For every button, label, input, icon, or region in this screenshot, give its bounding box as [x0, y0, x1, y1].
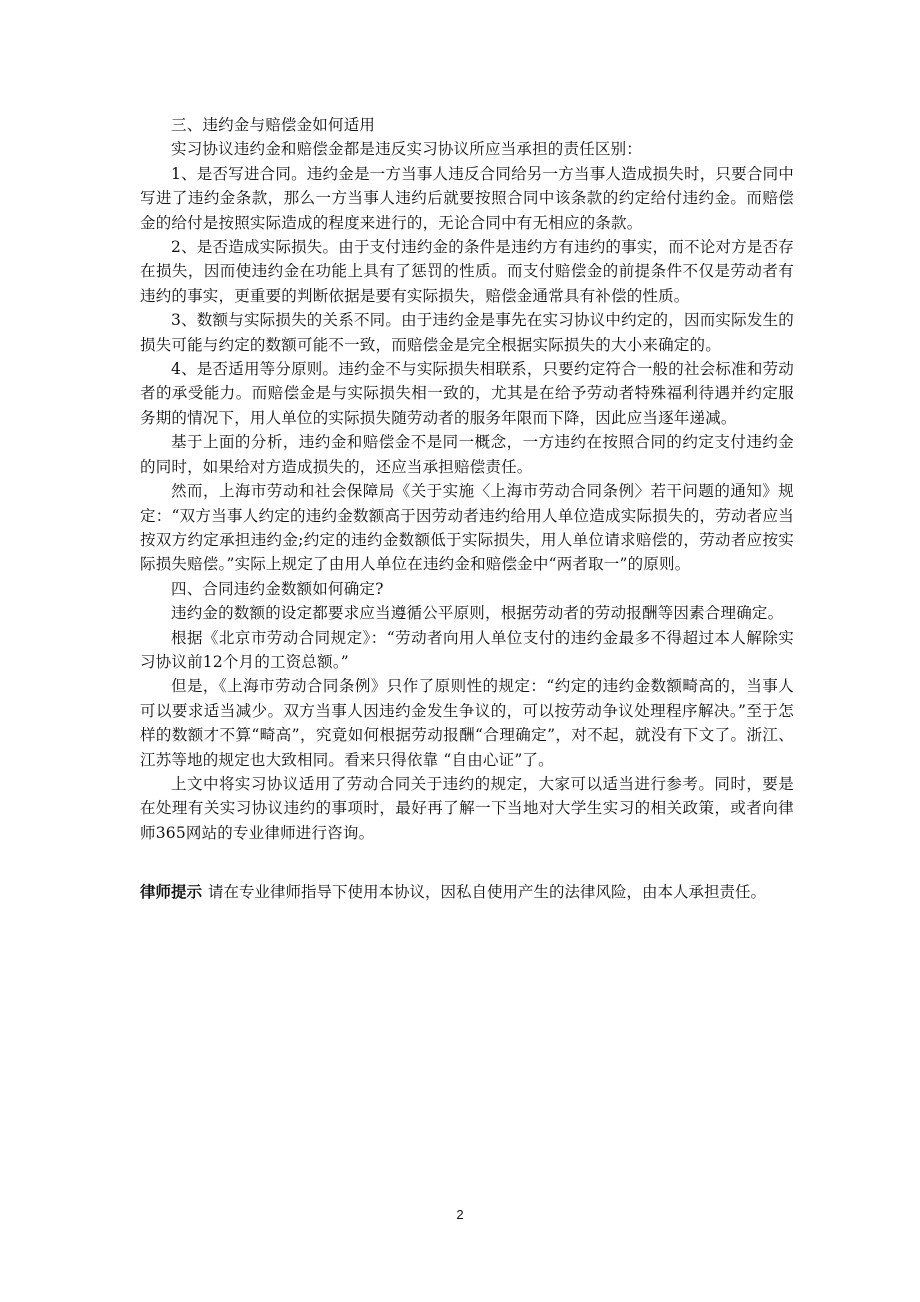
paragraph-point-1: 1、是否写进合同。违约金是一方当事人违反合同给另一方当事人造成损失时，只要合同中写进了违约金条款，那么一方当事人违约后就要按照合同中该条款的约定给付违约金。而赔偿金的给付是按照实际造成的程度来进行的，无论合同中有无相应的条款。	[140, 164, 794, 232]
paragraph-point-4: 4、是否适用等分原则。违约金不与实际损失相联系，只要约定符合一般的社会标准和劳动者的承受能力。而赔偿金是与实际损失相一致的，尤其是在给予劳动者特殊福利待遇并约定服务期的情况下，用人单位的实际损失随劳动者的服务年限而下降，因此应当逐年递减。	[140, 360, 794, 427]
paragraph-point-3: 3、数额与实际损失的关系不同。由于违约金是事先在实习协议中约定的，因而实际发生的损失可能与约定的数额可能不一致，而赔偿金是完全根据实际损失的大小来确定的。	[140, 311, 794, 354]
lawyer-tip	[140, 880, 820, 904]
paragraph-intro: 实习协议违约金和赔偿金都是违反实习协议所应当承担的责任区别：	[171, 140, 643, 159]
page-number: 2	[456, 1207, 464, 1222]
paragraph-beijing-rule: 根据《北京市劳动合同规定》：“劳动者向用人单位支付的违约金最多不得超过本人解除实习协议前12个月的工资总额。”	[140, 628, 794, 671]
section-heading-3: 三、违约金与赔偿金如何适用	[171, 116, 376, 134]
document-body	[140, 113, 794, 845]
paragraph-fairness: 违约金的数额的设定都要求应当遵循公平原则，根据劳动者的劳动报酬等因素合理确定。	[171, 604, 784, 623]
paragraph-analysis: 基于上面的分析，违约金和赔偿金不是同一概念，一方违约在按照合同的约定支付违约金的同时，如果给对方造成损失的，还应当承担赔偿责任。	[140, 433, 794, 476]
lawyer-tip-text: 请在专业律师指导下使用本协议，因私自使用产生的法律风险，由本人承担责任。	[208, 883, 767, 901]
paragraph-point-2: 2、是否造成实际损失。由于支付违约金的条件是违约方有违约的事实，而不论对方是否存在损失，因而使违约金在功能上具有了惩罚的性质。而支付赔偿金的前提条件不仅是劳动者有违约的事实，更重要的判断依据是要有实际损失，赔偿金通常具有补偿的性质。	[140, 238, 794, 305]
paragraph-shanghai-rule: 但是，《上海市劳动合同条例》只作了原则性的规定：“约定的违约金数额畸高的，当事人可以要求适当减少。双方当事人因违约金发生争议的，可以按劳动争议处理程序解决。”至于怎样的数额才不算“畸高”，究竟如何根据劳动报酬“合理确定”，对不起，就没有下文了。浙江、江苏等地的规定也大致相同。看来只得依靠 “自由心证”了。	[140, 677, 794, 769]
section-heading-4: 四、合同违约金数额如何确定?	[171, 579, 384, 598]
paragraph-conclusion: 上文中将实习协议适用了劳动合同关于违约的规定，大家可以适当进行参考。同时，要是在处理有关实习协议违约的事项时，最好再了解一下当地对大学生实习的相关政策，或者向律师365网站的专业律师进行咨询。	[140, 774, 794, 842]
paragraph-shanghai-notice: 然而，上海市劳动和社会保障局《关于实施〈上海市劳动合同条例〉若干问题的通知》规定：“双方当事人约定的违约金数额高于因劳动者违约给用人单位造成实际损失的，劳动者应当按双方约定承担违约金;约定的违约金数额低于实际损失，用人单位请求赔偿的，劳动者应按实际损失赔偿。”实际上规定了由用人单位在违约金和赔偿金中“两者取一”的原则。	[140, 482, 794, 574]
lawyer-tip-label: 律师提示	[140, 883, 203, 901]
